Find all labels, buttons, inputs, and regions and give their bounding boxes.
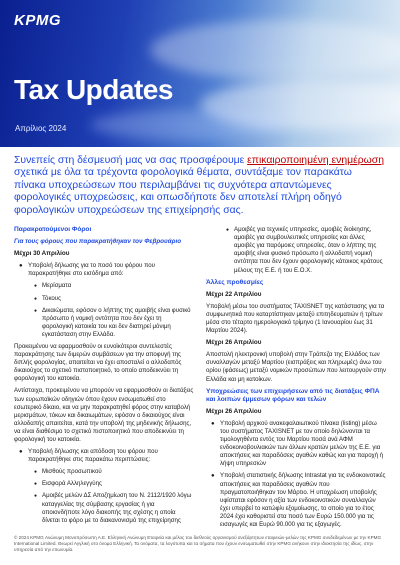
body-paragraph: Αποστολή ηλεκτρονική υποβολή στην Τράπεζα της Ελλάδος των συναλλαγών μεταξύ Μαρτίου (εισπράξεις και πληρωμές) άνω του ορίου (φάσεως) μεταξύ νομικών προσώπων που λειτουργούν στην Ελλάδα και μη κατοίκων. (206, 351, 386, 383)
list-item: ● Υποβολή δήλωσης και απόδοση του φόρου που παρακρατήθηκε στις παρακάτω περιπτώσεις: (14, 448, 194, 464)
intro-text-end: σχετικά με όλα τα τρέχοντα φορολογικά θέματα, συντάξαμε τον παρακάτω πίνακα υποχρεώσεων που περιλαμβάνει τις συχνότερα απαντώμενες φορολογικές υποχρεώσεις, και οπωσδήποτε δεν αποτελεί πλήρη οδηγό φορολογικών υποχρεώσεων της επιχείρησής σας. (14, 167, 352, 216)
wave-decoration (150, 20, 400, 80)
list-item: ● Μισθούς προσωπικού (14, 468, 194, 476)
deadline-date: Μέχρι 30 Απριλίου (14, 250, 70, 258)
list-item: ● Υποβολή αρχικού ανακεφαλαιωτικού πίνακα (listing) μέσω του συστήματος TAXISNET με τον οποίο δηλώνονται τα τιμολογηθέντα εντός του Μαρτίου ποσά ανά ΑΦΜ ενδοκοινοβουλιακών των άλλων κρατών μελών της Ε.Ε. για αποκτήσεις και παραδόσεις αγαθών καθώς και για παροχή ή λήψη υπηρεσιών (206, 420, 386, 469)
intro-text-start: Συνεπείς στη δέσμευσή μας να σας προσφέρουμε (14, 155, 248, 166)
content-columns (0, 217, 400, 533)
right-column (206, 226, 386, 533)
deadline-date: Μέχρι 22 Απριλίου (206, 290, 262, 298)
list-item: ● Εισφορά Αλληλεγγύης (14, 480, 194, 488)
deadline-date: Μέχρι 26 Απριλίου (206, 339, 262, 347)
header-banner (0, 0, 400, 147)
list-item: ● Αμοιβές μελών ΔΣ Αποζημίωση του Ν. 2112/1920 λόγω καταγγελίας της σύμβασης εργασίας ή για οποιονδήποτε λόγο διακοπής της σχέσης η οποία δίνεται το φόρο με το διακανονισμό της επιχείρησης (14, 492, 194, 524)
list-item: ● Δικαιώματα, εφόσον ο λήπτης της αμοιβής είναι φυσικό πρόσωπο ή νομική οντότητα που δεν έχει τη φορολογική κατοικία του και δεν διατηρεί μόνιμη εγκατάσταση στην Ελλάδα. (14, 307, 194, 339)
list-item: ● Υποβολή στατιστικής δήλωσης Intrastat για τις ενδοκοινοτικές αποκτήσεις και παραδόσεις αγαθών που πραγματοποιήθηκαν τον Μάρτιο. Η υποχρέωση υποβολής υφίσταται εφόσον η αξία των ενδοκοινοτικών συναλλαγών έχει υπερβεί το κατώφλι εξομοίωσης, το οποίο για το έτος 2024 έχει καθοριστεί στα ποσό των Ευρώ 150.000 για τις εισαγωγές και Ευρώ 90.000 για τις εξαγωγές. (206, 472, 386, 529)
list-item: ● Μερίσματα (14, 282, 194, 290)
issue-date: Απρίλιος 2024 (15, 124, 67, 133)
section-heading-other-deadlines: Άλλες προθεσμίες (206, 278, 264, 286)
updated-info-link[interactable]: επικαιροποιημένη ενημέρωση (247, 155, 384, 166)
body-paragraph: Υποβολή μέσω του συστήματος TAXISNET της κατάστασης για τα συμφωνητικά που καταρτίστηκαν μεταξύ επιτηδευματιών ή τρίτων μέσα στο τέταρτο ημερολογιακό τρίμηνο (1 Ιανουαρίου έως 31 Μαρτίου 2024). (206, 302, 385, 335)
list-item: ● Υποβολή δήλωσης για το ποσό του φόρου που παρακρατήθηκε στο εισόδημα από: (14, 262, 194, 278)
list-item: ● Αμοιβές για τεχνικές υπηρεσίες, αμοιβές διοίκησης, αμοιβές για συμβουλευτικές υπηρεσίες και άλλες αμοιβές για παρόμοιες υπηρεσίες, όταν ο λήπτης της αμοιβής είναι φυσικό πρόσωπο ή αλλοδαπή νομική οντότητα που δεν έχουν φορολογικής κάτοικος κράτους μέλους της Ε.Ε. ή του Ε.Ο.Χ. (206, 226, 386, 275)
body-paragraph: Αντίστοιχα, προκειμένου να μπορούν να εφαρμοσθούν οι διατάξεις των ευρωπαϊκών οδηγιών όπου έχουν ενσωματωθεί στο εσωτερικό δίκαιο, και να μην παρακρατηθεί φόρος στην καταβολή μερισμάτων, τόκων και δικαιωμάτων, εφόσον ο δικαιούχος είναι αλλοδαπής απαιτείται, κατά την υποβολή της μηδενικής δήλωσης, να είναι διαθέσιμο το σχετικό πιστοποιητικό που αποδεικνύει τη φορολογική του κατοικία. (14, 387, 194, 443)
footer-legal-text: © 2024 KPMG Ανώνυμη Μονοπρόσωπη Α.Ε. Ελληνική Ανώνυμη Εταιρεία και μέλος του διεθνούς οργανισμού ανεξάρτητων εταιρειών-μελών της KPMG συνδεδεμένων με την KPMG International Limited. Θεωρεί Αγγλική στο όνομα Ελληνική. Τα ονόματα, τα λογότυπα και τα σήματα που έχουν ενσωματωθεί στην KPMG ανήκουν στην ιδιοκτησία της ιδίως, στην υπηρεσία από την επωνυμία. (14, 535, 382, 552)
section-subheading: Για τους φόρους που παρακρατήθηκαν τον Φεβρουάριο (14, 238, 182, 246)
left-column (14, 226, 194, 533)
wave-decoration (90, 110, 290, 140)
body-paragraph: Προκειμένου να εφαρμοσθούν οι ευνοϊκότεροι συντελεστές παρακράτησης των διμερών συμβάσεων για την αποφυγή της διπλής φορολογίας, απαιτείται να έχει αποσταλεί ο αλλοδαπός δικαιούχος το σχετικό πιστοποιητικό, το οποίο αποδεικνύει τη φορολογική του κατοικία. (14, 342, 182, 383)
intro-paragraph (0, 147, 400, 217)
kpmg-logo: KPMG (14, 12, 61, 29)
section-heading-withholding: Παρακρατούμενοι Φόροι (14, 226, 92, 234)
section-heading-vat: Υποχρεώσεις των επιχειρήσεων από τις διατάξεις ΦΠΑ και λοιπών έμμεσων φόρων και τελών (206, 387, 380, 403)
list-item: ● Τόκους (14, 295, 194, 303)
deadline-date: Μέχρι 26 Απριλίου (206, 407, 262, 415)
page-title: Tax Updates (14, 74, 173, 105)
